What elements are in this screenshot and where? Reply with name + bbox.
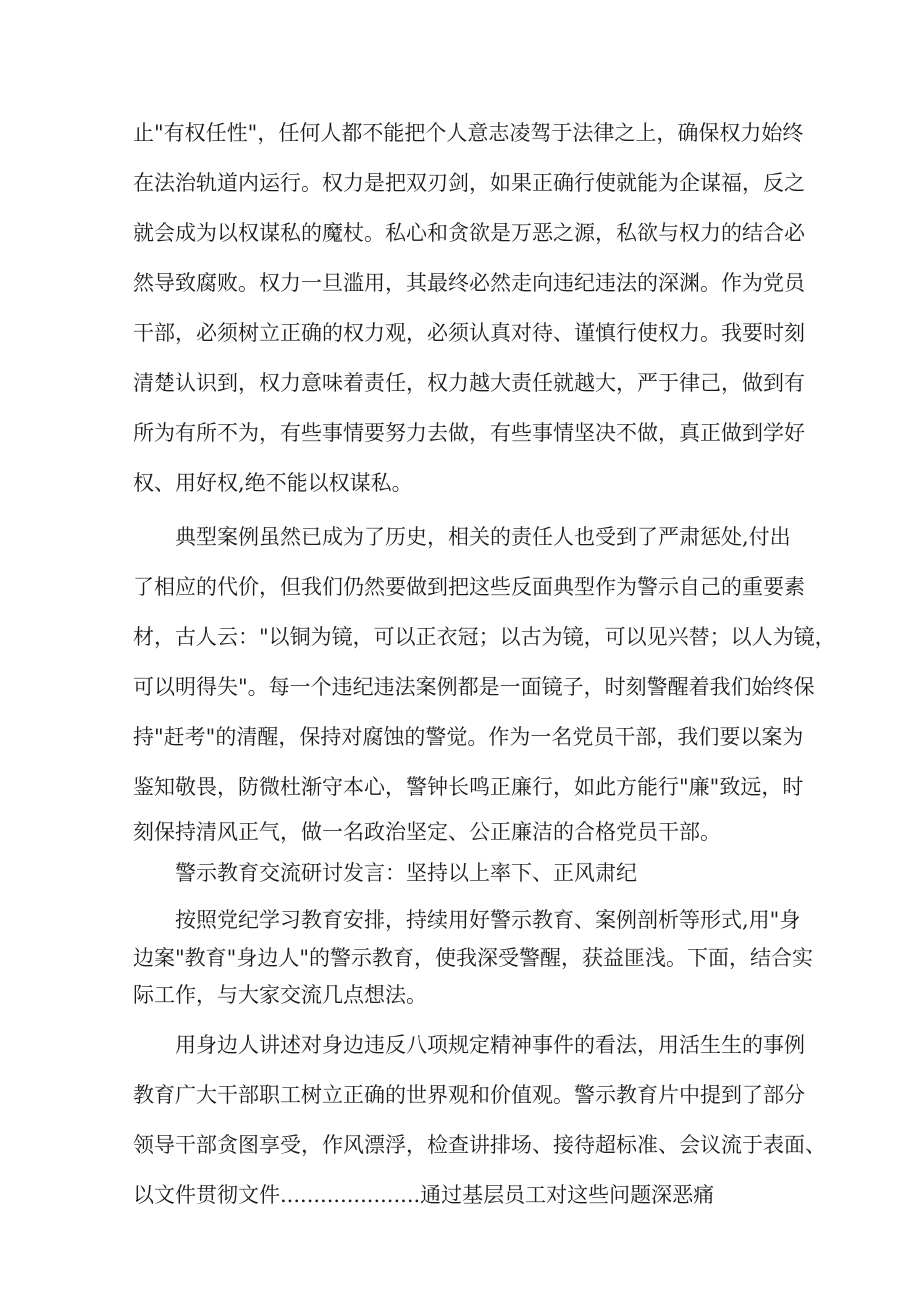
paragraph-2-line-1: 典型案例虽然已成为了历史，相关的责任人也受到了严肃惩处,付出 — [175, 525, 791, 549]
paragraph-3-line-3: 际工作，与大家交流几点想法。 — [133, 983, 427, 1007]
paragraph-3-line-1: 按照党纪学习教育安排，持续用好警示教育、案例剖析等形式,用"身 — [175, 908, 801, 932]
paragraph-1-line-4: 然导致腐败。权力一旦滥用，其最终必然走向违纪违法的深渊。作为党员 — [133, 271, 805, 295]
paragraph-1-line-5: 干部，必须树立正确的权力观，必须认真对待、谨慎行使权力。我要时刻 — [133, 321, 805, 345]
paragraph-4-line-2: 教育广大干部职工树立正确的世界观和价值观。警示教育片中提到了部分 — [133, 1083, 805, 1107]
paragraph-1-line-2: 在法治轨道内运行。权力是把双刃剑，如果正确行使就能为企谋福，反之 — [133, 171, 805, 195]
paragraph-4-line-3: 领导干部贪图享受，作风漂浮，检查讲排场、接待超标准、会议流于表面、 — [133, 1133, 826, 1157]
paragraph-4-line-1: 用身边人讲述对身边违反八项规定精神事件的看法，用活生生的事例 — [175, 1033, 805, 1057]
paragraph-4-line-4: 以文件贯彻文件.....................通过基层员工对这些问题深恶痛 — [133, 1183, 715, 1207]
paragraph-1-line-6: 清楚认识到，权力意味着责任，权力越大责任就越大，严于律己，做到有 — [133, 371, 805, 395]
paragraph-2-line-5: 持"赶考"的清醒，保持对腐蚀的警觉。作为一名党员干部，我们要以案为 — [133, 725, 804, 749]
paragraph-3-line-2: 边案"教育"身边人"的警示教育，使我深受警醒，获益匪浅。下面，结合实 — [133, 946, 813, 970]
paragraph-2-line-7: 刻保持清风正气，做一名政治坚定、公正廉洁的合格党员干部。 — [133, 820, 721, 844]
section-heading: 警示教育交流研讨发言：坚持以上率下、正风肃纪 — [175, 861, 637, 885]
paragraph-1-line-3: 就会成为以权谋私的魔杖。私心和贪欲是万恶之源，私欲与权力的结合必 — [133, 221, 805, 245]
paragraph-2-line-2: 了相应的代价，但我们仍然要做到把这些反面典型作为警示自己的重要素 — [133, 575, 805, 599]
paragraph-1-line-7: 所为有所不为，有些事情要努力去做，有些事情坚决不做，真正做到学好 — [133, 421, 805, 445]
paragraph-1-line-1: 止"有权任性"，任何人都不能把个人意志凌驾于法律之上，确保权力始终 — [133, 121, 804, 145]
paragraph-2-line-3: 材，古人云："以铜为镜，可以正衣冠；以古为镜，可以见兴替；以人为镜， — [133, 625, 836, 649]
paragraph-1-line-8: 权、用好权,绝不能以权谋私。 — [133, 471, 413, 495]
paragraph-2-line-6: 鉴知敬畏，防微杜渐守本心，警钟长鸣正廉行，如此方能行"廉"致远，时 — [133, 775, 804, 799]
paragraph-2-line-4: 可以明得失"。每一个违纪违法案例都是一面镜子，时刻警醒着我们始终保 — [133, 675, 815, 699]
